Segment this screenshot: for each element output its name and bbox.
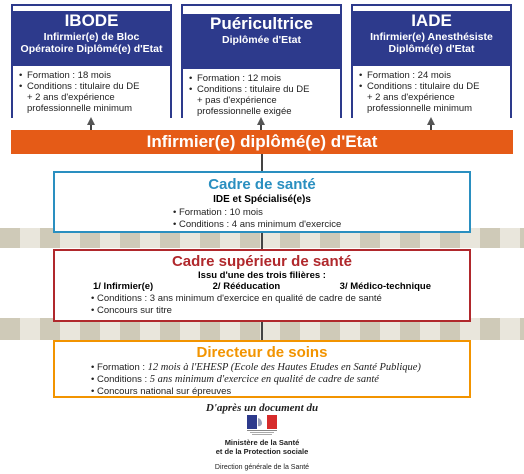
cadre-superieur-bullet: Conditions : 3 ans minimum d'exercice en qualité de cadre de santé	[96, 293, 382, 304]
puericultrice-bullet: professionnelle exigée	[197, 106, 292, 117]
filieres-row	[55, 281, 469, 293]
directeur-label: Conditions :	[96, 374, 150, 385]
puericultrice-body: • Formation : 12 mois • Conditions : titulaire du DE + pas d'expérience professionnelle exigée	[183, 69, 340, 121]
iade-body: • Formation : 24 mois • Conditions : titulaire du DE + 2 ans d'expérience professionnelle minimum	[353, 66, 510, 118]
directeur-soins-title: Directeur de soins	[196, 344, 328, 361]
directeur-value: 12 mois à l'EHESP (Ecole des Hautes Etudes en Santé Publique)	[147, 362, 421, 373]
ibode-bullet: + 2 ans d'expérience	[27, 92, 115, 103]
ibode-subtitle-2: Opératoire Diplômé(e) d'Etat	[20, 43, 163, 55]
filiere-item: 1/ Infirmier(e)	[93, 281, 154, 292]
cadre-sante-subtitle: IDE et Spécialisé(e)s	[213, 194, 311, 205]
iade-bullet: Conditions : titulaire du DE	[367, 81, 480, 92]
filiere-item: 3/ Médico-technique	[339, 281, 431, 292]
ibode-subtitle-1: Infirmier(e) de Bloc	[43, 31, 140, 43]
iade-bullet: Formation : 24 mois	[367, 70, 451, 81]
directeur-label: Formation :	[96, 362, 148, 373]
directeur-label: Concours national sur épreuves	[96, 386, 232, 397]
puericultrice-bullet: + pas d'expérience	[197, 95, 277, 106]
puericultrice-header	[183, 14, 340, 69]
footer-source: D'après un document du	[205, 402, 319, 414]
puericultrice-bullet: Conditions : titulaire du DE	[197, 84, 310, 95]
iade-bullet: professionnelle minimum	[367, 103, 473, 114]
arrow-up-icon	[87, 117, 95, 125]
connector-line	[261, 233, 263, 250]
iade-subtitle-2: Diplômé(e) d'Etat	[388, 43, 475, 55]
direction-generale: Direction générale de la Santé	[214, 464, 310, 471]
cadre-superieur-bullet: Concours sur titre	[96, 305, 172, 316]
cadre-sante-bullet: Conditions : 4 ans minimum d'exercice	[178, 219, 342, 230]
arrow-up-icon	[427, 117, 435, 125]
ibode-bullet: Conditions : titulaire du DE	[27, 81, 140, 92]
connector-line	[261, 154, 263, 172]
puericultrice-subtitle: Diplômée d'Etat	[222, 34, 301, 46]
cadre-sante-title: Cadre de santé	[208, 176, 316, 193]
ibode-title: IBODE	[64, 11, 119, 30]
cadre-sante-bullet: Formation : 10 mois	[178, 207, 263, 218]
filiere-item: 2/ Rééducation	[212, 281, 281, 292]
ibode-box	[11, 4, 172, 118]
iade-subtitle-1: Infirmier(e) Anesthésiste	[370, 31, 493, 43]
ibode-bullet: professionnelle minimum	[27, 103, 133, 114]
republique-logo	[247, 415, 277, 437]
ibode-bullet: Formation : 18 mois	[27, 70, 111, 81]
ibode-header	[13, 11, 170, 66]
directeur-value: 5 ans minimum d'exercice en qualité de cadre de santé	[149, 374, 379, 385]
iade-header	[353, 11, 510, 66]
cadre-superieur-title: Cadre supérieur de santé	[171, 253, 353, 270]
cadre-sante-box: Cadre de santé IDE et Spécialisé(e)s • Formation : 10 mois • Conditions : 4 ans minimum d'exercice	[53, 171, 471, 233]
puericultrice-box	[181, 4, 342, 118]
cadre-superieur-subtitle: Issu d'une des trois filières :	[198, 270, 326, 281]
connector-line	[261, 322, 263, 341]
arrow-up-icon	[257, 117, 265, 125]
puericultrice-bullet: Formation : 12 mois	[197, 73, 281, 84]
directeur-soins-box: Directeur de soins • Formation : 12 mois à l'EHESP (Ecole des Hautes Etudes en Santé Publique) • Conditions : 5 ans minimum d'exercice en qualité de cadre de santé • Concours national sur épreuves	[53, 340, 471, 398]
puericultrice-title: Puéricultrice	[210, 14, 313, 33]
cadre-superieur-box: Cadre supérieur de santé Issu d'une des trois filières : 1/ Infirmier(e) 2/ Rééducation 3/ Médico-technique • Conditions : 3 ans minimum d'exercice en qualité de cadre de santé • Concours sur titre	[53, 249, 471, 322]
ministry-line-1: Ministère de la Santé	[224, 438, 300, 447]
iade-bullet: + 2 ans d'expérience	[367, 92, 455, 103]
ide-bar: Infirmier(e) diplômé(e) d'Etat	[11, 130, 513, 154]
ibode-body: • Formation : 18 mois • Conditions : titulaire du DE + 2 ans d'expérience professionnelle minimum	[13, 66, 170, 118]
iade-title: IADE	[411, 11, 452, 30]
iade-box	[351, 4, 512, 118]
ministry-line-2: et de la Protection sociale	[215, 447, 309, 456]
marianne-logo-icon	[247, 415, 277, 437]
